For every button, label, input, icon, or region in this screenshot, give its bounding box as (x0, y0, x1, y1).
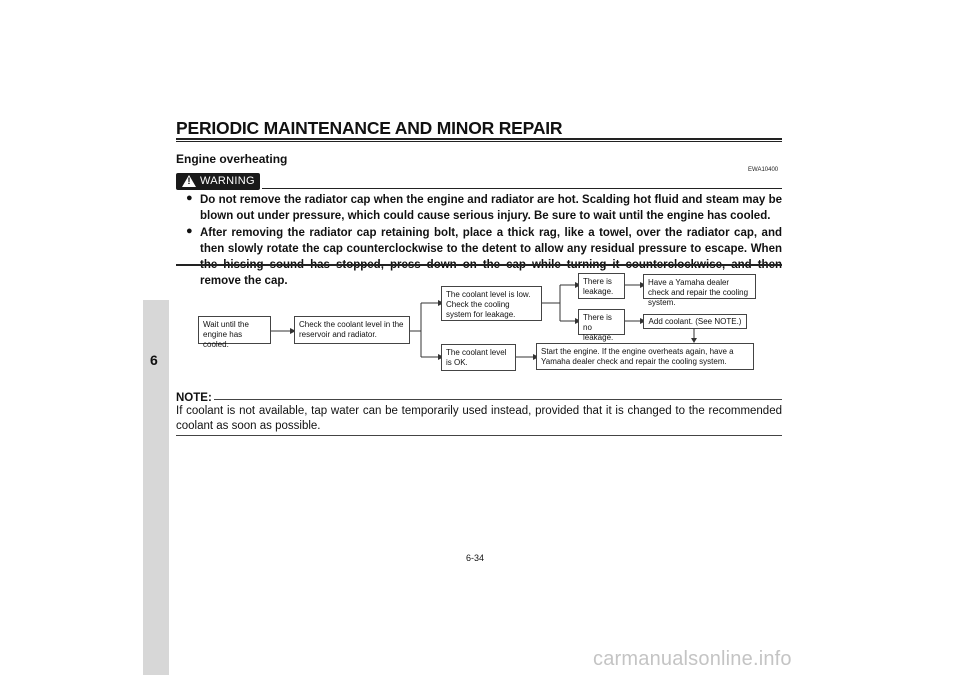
page-number: 6-34 (466, 553, 485, 563)
warning-bullet-text: After removing the radiator cap retaining bolt, place a thick rag, like a towel, over the radiator cap, and then slowly rotate the cap counterclockwise to the detent to allow any residual pressure to escape. When remove the cap. (200, 227, 782, 287)
flow-box-start: Start the engine. If the engine overheats again, have a Yamaha dealer check and repair the cooling system. (536, 343, 754, 370)
warning-exclamation-icon: ! (187, 176, 191, 186)
chapter-number: 6 (150, 352, 158, 368)
bullet-icon: ● (186, 225, 193, 237)
flow-box-check: Check the coolant level in the reservoir and radiator. (294, 316, 410, 344)
flow-box-wait: Wait until the engine has cooled. (198, 316, 271, 344)
watermark: carmanualsonline.info (593, 648, 792, 670)
flow-box-leak: There is leakage. (578, 273, 625, 299)
warning-bullet-text: Do not remove the radiator cap when the engine and radiator are hot. Scalding hot fluid and steam may be blown out under pressure, which could cause serious injury. Be sure to wait until the engine has cooled. (200, 194, 782, 222)
section-heading: Engine overheating (176, 152, 288, 166)
warning-label: WARNING (200, 175, 255, 187)
flow-box-add: Add coolant. (See NOTE.) (643, 314, 747, 329)
note-rule (214, 399, 782, 400)
warning-code: EWA10400 (748, 167, 779, 173)
flow-box-noleak: There is no leakage. (578, 309, 625, 335)
flow-box-dealer: Have a Yamaha dealer check and repair the cooling system. (643, 274, 756, 299)
note-text: If coolant is not available, tap water can be temporarily used instead, provided that it is changed to the recommended coolant as soon as possible. (176, 405, 782, 432)
page-header-title: PERIODIC MAINTENANCE AND MINOR REPAIR (176, 118, 563, 138)
note-label: NOTE: (176, 392, 212, 404)
flow-box-ok: The coolant level is OK. (441, 344, 516, 371)
note-end-rule (176, 435, 782, 436)
bullet-icon: ● (186, 192, 193, 204)
flow-box-low: The coolant level is low. Check the cooling system for leakage. (441, 286, 542, 321)
